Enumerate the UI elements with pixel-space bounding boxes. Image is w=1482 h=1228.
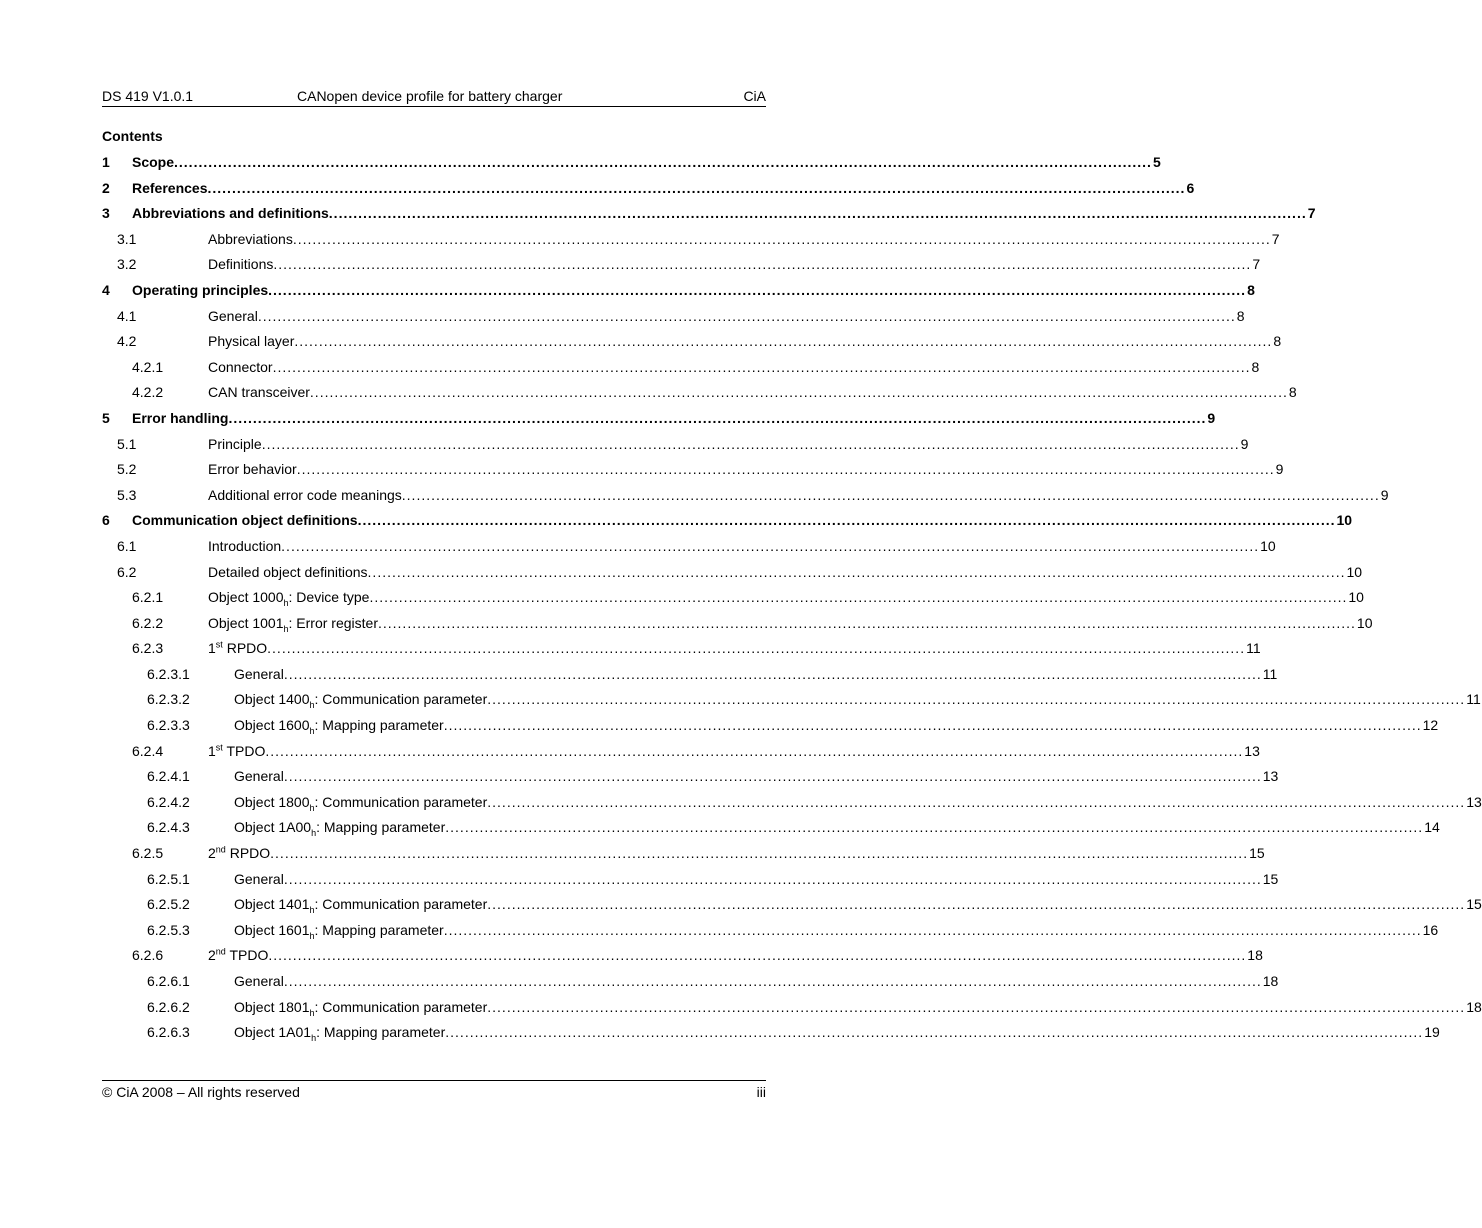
toc-entry-title <box>234 687 487 713</box>
dot-leader: ........................................................................................................................................................................................................ <box>283 768 1262 785</box>
toc-entry-number: 5.1 <box>117 435 137 452</box>
dot-leader: ........................................................................................................................................................................................................ <box>443 717 1422 734</box>
toc-entry-page: 7 <box>1307 205 1316 222</box>
toc-entry[interactable] <box>102 432 1249 458</box>
dot-leader: ........................................................................................................................................................................................................ <box>401 486 1380 503</box>
toc-entry-title-main: Object 1800 <box>234 793 310 810</box>
toc-entry[interactable] <box>102 355 1260 381</box>
dot-leader: ........................................................................................................................................................................................................ <box>294 333 1273 350</box>
dot-leader: ........................................................................................................................................................................................................ <box>228 409 1207 426</box>
toc-entry-number: 6.2 <box>117 563 137 580</box>
toc-entry-title-main: Object 1401 <box>234 896 310 913</box>
toc-entry-title-main: Object 1601 <box>234 921 310 938</box>
toc-entry-title <box>208 943 268 969</box>
toc-entry[interactable] <box>102 329 1282 355</box>
hex-subscript: h <box>311 828 317 839</box>
copyright-notice: © CiA 2008 – All rights reserved <box>102 1084 300 1100</box>
toc-entry-title-main: Object 1001 <box>208 614 284 631</box>
toc-entry-title: Physical layer <box>208 333 295 350</box>
dot-leader: ........................................................................................................................................................................................................ <box>272 358 1251 375</box>
toc-entry-page: 13 <box>1262 768 1279 785</box>
toc-entry-number: 6.2.5.1 <box>147 870 190 887</box>
toc-entry-number: 6.2.4.3 <box>147 819 190 836</box>
toc-entry[interactable] <box>102 560 1363 586</box>
toc-entry[interactable] <box>102 380 1297 406</box>
toc-entry-number: 4.2.2 <box>132 384 164 401</box>
dot-leader: ........................................................................................................................................................................................................ <box>445 1024 1424 1041</box>
toc-entry-line <box>234 969 1279 995</box>
toc-entry-page: 18 <box>1262 973 1279 989</box>
toc-entry-line <box>234 687 1481 713</box>
toc-entry-title-main: Object 1400 <box>234 691 310 708</box>
toc-entry-title-main: 2 <box>208 947 216 964</box>
toc-entry-line <box>208 943 1263 969</box>
toc-entry-number: 4.1 <box>117 307 137 324</box>
dot-leader: ........................................................................................................................................................................................................ <box>283 665 1262 682</box>
toc-entry-page: 7 <box>1271 230 1280 247</box>
page-header <box>102 86 766 107</box>
toc-entry-title <box>234 892 487 918</box>
dot-leader: ........................................................................................................................................................................................................ <box>292 230 1271 247</box>
toc-entry-page: 9 <box>1207 409 1216 426</box>
toc-entry[interactable] <box>102 611 1373 637</box>
toc-entry[interactable] <box>102 969 1279 995</box>
toc-entry-title-rest: : Mapping parameter <box>314 717 444 734</box>
dot-leader: ........................................................................................................................................................................................................ <box>296 461 1275 478</box>
toc-entry[interactable] <box>102 252 1261 278</box>
toc-entry[interactable] <box>102 687 1481 713</box>
toc-entry[interactable] <box>102 457 1284 483</box>
dot-leader: ........................................................................................................................................................................................................ <box>369 589 1348 606</box>
toc-entry[interactable] <box>102 764 1279 790</box>
toc-entry-number: 5 <box>102 409 110 426</box>
toc-entry-title-rest: RPDO <box>225 845 271 862</box>
toc-entry-line <box>208 560 1363 586</box>
toc-entry-title-main: Object 1801 <box>234 998 310 1015</box>
toc-entry-line <box>234 1020 1440 1046</box>
page-footer <box>102 1080 766 1101</box>
toc-entry-number: 4.2 <box>117 333 137 350</box>
toc-entry-title: Operating principles <box>132 281 269 298</box>
toc-entry-number: 6.2.6.3 <box>147 1024 190 1041</box>
dot-leader: ........................................................................................................................................................................................................ <box>377 614 1356 631</box>
dot-leader: ........................................................................................................................................................................................................ <box>268 281 1247 298</box>
toc-entry-page: 18 <box>1247 947 1263 964</box>
toc-entry-line <box>208 432 1249 458</box>
toc-entry-title: General <box>208 307 258 324</box>
toc-entry-page: 10 <box>1348 589 1364 606</box>
toc-entry-number: 6.2.3.1 <box>147 665 190 682</box>
toc-entry[interactable] <box>102 483 1389 509</box>
toc-entry-title <box>234 713 444 739</box>
dot-leader: ........................................................................................................................................................................................................ <box>309 384 1288 401</box>
toc-entry-page: 10 <box>1336 512 1353 529</box>
dot-leader: ........................................................................................................................................................................................................ <box>265 742 1244 759</box>
toc-entry-page: 18 <box>1466 998 1482 1015</box>
dot-leader: ........................................................................................................................................................................................................ <box>487 998 1466 1015</box>
toc-entry-line <box>234 815 1440 841</box>
toc-entry-title: Definitions <box>208 256 274 273</box>
toc-entry-page: 9 <box>1380 486 1389 503</box>
toc-entry-number: 6.2.2 <box>132 614 164 631</box>
toc-entry-line <box>208 304 1245 330</box>
toc-entry-title-main: 1 <box>208 640 216 657</box>
toc-entry-title: Abbreviations and definitions <box>132 205 329 222</box>
toc-entry[interactable] <box>102 304 1245 330</box>
hex-subscript: h <box>309 725 315 736</box>
dot-leader: ........................................................................................................................................................................................................ <box>367 563 1346 580</box>
toc-entry-title-rest: : Error register <box>288 614 378 631</box>
dot-leader: ........................................................................................................................................................................................................ <box>357 512 1336 529</box>
toc-entry-title-rest: : Device type <box>288 589 370 606</box>
toc-entry-line <box>208 841 1265 867</box>
toc-entry-title: Communication object definitions <box>132 512 358 529</box>
toc-entry-title-main: Object 1A01 <box>234 1024 312 1041</box>
toc-entry-line <box>208 329 1282 355</box>
page-number: iii <box>756 1084 766 1100</box>
toc-entry-page: 16 <box>1422 921 1439 938</box>
toc-entry-line <box>208 252 1261 278</box>
toc-entry[interactable] <box>102 892 1482 918</box>
toc-entry-number: 6.2.1 <box>132 589 164 606</box>
toc-entry-page: 7 <box>1252 256 1261 273</box>
dot-leader: ........................................................................................................................................................................................................ <box>174 154 1152 170</box>
toc-entry-title: Additional error code meanings <box>208 486 402 503</box>
dot-leader: ........................................................................................................................................................................................................ <box>270 845 1249 862</box>
toc-entry-number: 4.2.1 <box>132 358 164 375</box>
toc-entry-title: References <box>132 179 208 196</box>
doc-title: CANopen device profile for battery charger <box>297 88 563 104</box>
dot-leader: ........................................................................................................................................................................................................ <box>261 435 1240 452</box>
toc-entry-line <box>132 176 1195 202</box>
hex-subscript: h <box>309 1007 315 1018</box>
toc-entry-line <box>208 483 1389 509</box>
toc-entry-line <box>208 227 1280 253</box>
toc-entry-title <box>208 636 267 662</box>
toc-entry-line <box>208 636 1261 662</box>
org-name: CiA <box>743 88 766 104</box>
toc-entry[interactable] <box>102 406 1216 432</box>
dot-leader: ........................................................................................................................................................................................................ <box>283 973 1262 989</box>
toc-entry-title <box>234 918 444 944</box>
hex-subscript: h <box>283 597 289 608</box>
toc-entry[interactable] <box>102 636 1261 662</box>
toc-entry-title-rest: : Mapping parameter <box>316 819 446 836</box>
toc-entry-page: 8 <box>1251 358 1260 375</box>
toc-entry-line <box>208 611 1373 637</box>
toc-entry-page: 11 <box>1262 665 1278 682</box>
toc-entry-title-rest: : Communication parameter <box>314 896 488 913</box>
table-of-contents <box>102 150 1482 1046</box>
hex-subscript: h <box>309 802 315 813</box>
ordinal-superscript: st <box>215 742 223 752</box>
toc-entry-number: 6.2.4.1 <box>147 768 190 785</box>
toc-entry[interactable] <box>102 176 1195 202</box>
dot-leader: ........................................................................................................................................................................................................ <box>273 256 1252 273</box>
toc-entry[interactable] <box>102 1020 1440 1046</box>
contents-heading: Contents <box>102 128 163 144</box>
toc-entry-page: 10 <box>1346 563 1363 580</box>
hex-subscript: h <box>283 623 289 634</box>
toc-entry-title-main: Object 1600 <box>234 717 310 734</box>
hex-subscript: h <box>309 930 315 941</box>
toc-entry-title-rest: TPDO <box>222 742 266 759</box>
toc-entry-number: 1 <box>102 154 110 170</box>
toc-entry-title-rest: : Communication parameter <box>314 691 488 708</box>
toc-entry-title: CAN transceiver <box>208 384 310 401</box>
dot-leader: ........................................................................................................................................................................................................ <box>487 691 1466 708</box>
toc-entry-line <box>208 534 1276 560</box>
toc-entry-line <box>234 892 1482 918</box>
toc-entry-title <box>234 815 445 841</box>
toc-entry-title <box>234 790 487 816</box>
toc-entry-title <box>208 739 265 765</box>
toc-entry[interactable] <box>102 201 1316 227</box>
toc-entry-number: 6.1 <box>117 537 137 554</box>
toc-entry-page: 8 <box>1247 281 1255 298</box>
toc-entry-title: Scope <box>132 154 175 170</box>
toc-entry-title: General <box>234 973 284 989</box>
toc-entry-title-main: 1 <box>208 742 216 759</box>
toc-entry-title: Detailed object definitions <box>208 563 368 580</box>
toc-entry-line <box>208 739 1260 765</box>
toc-entry-line <box>132 278 1255 304</box>
dot-leader: ........................................................................................................................................................................................................ <box>328 205 1307 222</box>
toc-entry-title-rest: : Mapping parameter <box>314 921 444 938</box>
toc-entry[interactable] <box>102 918 1439 944</box>
toc-entry-number: 4 <box>102 281 110 298</box>
toc-entry-number: 6.2.3.2 <box>147 691 190 708</box>
toc-entry[interactable] <box>102 815 1440 841</box>
toc-entry-number: 6.2.5.2 <box>147 896 190 913</box>
toc-entry-number: 6.2.3.3 <box>147 717 190 734</box>
toc-entry-line <box>234 764 1279 790</box>
toc-entry-line <box>132 150 1161 176</box>
dot-leader: ........................................................................................................................................................................................................ <box>443 921 1422 938</box>
hex-subscript: h <box>309 905 315 916</box>
toc-entry-title <box>208 611 378 637</box>
dot-leader: ........................................................................................................................................................................................................ <box>268 947 1247 964</box>
toc-entry-page: 8 <box>1273 333 1282 350</box>
toc-entry-line <box>208 355 1260 381</box>
toc-entry-number: 6.2.6.1 <box>147 973 190 989</box>
toc-entry[interactable] <box>102 534 1276 560</box>
toc-entry-page: 11 <box>1466 691 1481 708</box>
toc-entry-line <box>234 918 1439 944</box>
toc-entry-line <box>132 201 1316 227</box>
toc-entry-title-rest: : Communication parameter <box>314 998 488 1015</box>
toc-entry[interactable] <box>102 585 1364 611</box>
dot-leader: ........................................................................................................................................................................................................ <box>281 537 1260 554</box>
toc-entry[interactable] <box>102 227 1280 253</box>
toc-entry-line <box>208 380 1297 406</box>
toc-entry-title: Principle <box>208 435 262 452</box>
toc-entry-number: 3.2 <box>117 256 137 273</box>
ordinal-superscript: nd <box>215 946 226 957</box>
toc-entry-title <box>234 1020 445 1046</box>
toc-entry-number: 5.3 <box>117 486 137 503</box>
toc-entry-page: 13 <box>1244 742 1260 759</box>
toc-entry[interactable] <box>102 508 1353 534</box>
toc-entry-page: 19 <box>1424 1024 1440 1041</box>
ordinal-superscript: st <box>215 639 223 650</box>
toc-entry[interactable] <box>102 278 1255 304</box>
toc-entry[interactable] <box>102 790 1482 816</box>
toc-entry-page: 15 <box>1262 870 1279 887</box>
toc-entry-title: Introduction <box>208 537 282 554</box>
toc-entry-page: 9 <box>1275 461 1284 478</box>
toc-entry-number: 6 <box>102 512 110 529</box>
toc-entry-title: General <box>234 665 284 682</box>
toc-entry-page: 15 <box>1249 845 1265 862</box>
toc-entry[interactable] <box>102 995 1482 1021</box>
toc-entry-page: 8 <box>1236 307 1245 324</box>
toc-entry-line <box>132 406 1216 432</box>
toc-entry-number: 6.2.4 <box>132 742 164 759</box>
toc-entry-number: 5.2 <box>117 461 137 478</box>
toc-entry-number: 2 <box>102 179 110 196</box>
toc-entry-line <box>234 713 1439 739</box>
toc-entry-number: 6.2.5.3 <box>147 921 190 938</box>
toc-entry[interactable] <box>102 841 1265 867</box>
toc-entry-page: 6 <box>1186 179 1195 196</box>
toc-entry-page: 10 <box>1260 537 1276 554</box>
toc-entry-title: Abbreviations <box>208 230 293 247</box>
toc-entry-page: 14 <box>1424 819 1440 836</box>
toc-entry-page: 5 <box>1152 154 1161 170</box>
toc-entry-number: 6.2.5 <box>132 845 164 862</box>
toc-entry[interactable] <box>102 739 1260 765</box>
toc-entry-title-rest: : Mapping parameter <box>316 1024 446 1041</box>
toc-entry-title-rest: TPDO <box>225 947 269 964</box>
toc-entry[interactable] <box>102 713 1439 739</box>
toc-entry-title <box>234 995 487 1021</box>
ordinal-superscript: nd <box>215 844 226 855</box>
dot-leader: ........................................................................................................................................................................................................ <box>283 870 1262 887</box>
toc-entry-title <box>208 585 369 611</box>
toc-entry[interactable] <box>102 943 1263 969</box>
toc-entry-page: 12 <box>1422 717 1439 734</box>
doc-id: DS 419 V1.0.1 <box>102 88 194 104</box>
toc-entry-page: 10 <box>1356 614 1373 631</box>
toc-entry-page: 9 <box>1240 435 1249 452</box>
toc-entry[interactable] <box>102 150 1161 176</box>
dot-leader: ........................................................................................................................................................................................................ <box>207 179 1186 196</box>
toc-entry-title-main: Object 1000 <box>208 589 284 606</box>
toc-entry-number: 3.1 <box>117 230 137 247</box>
toc-entry-title: Connector <box>208 358 273 375</box>
hex-subscript: h <box>309 700 315 711</box>
toc-entry-line <box>132 508 1353 534</box>
toc-entry-title: General <box>234 870 284 887</box>
toc-entry-line <box>208 585 1364 611</box>
dot-leader: ........................................................................................................................................................................................................ <box>267 640 1246 657</box>
toc-entry-title-main: 2 <box>208 845 216 862</box>
toc-entry-line <box>234 995 1482 1021</box>
dot-leader: ........................................................................................................................................................................................................ <box>487 896 1466 913</box>
toc-entry-title-rest: : Communication parameter <box>314 793 488 810</box>
toc-entry-title-rest: RPDO <box>222 640 268 657</box>
toc-entry-title-main: Object 1A00 <box>234 819 312 836</box>
toc-entry-line <box>208 457 1284 483</box>
toc-entry[interactable] <box>102 662 1278 688</box>
toc-entry-number: 3 <box>102 205 110 222</box>
dot-leader: ........................................................................................................................................................................................................ <box>487 793 1466 810</box>
hex-subscript: h <box>311 1032 317 1043</box>
toc-entry-line <box>234 662 1278 688</box>
toc-entry-page: 15 <box>1466 896 1482 913</box>
toc-entry-title: Error handling <box>132 409 229 426</box>
toc-entry-number: 6.2.6 <box>132 947 164 964</box>
toc-entry-title: General <box>234 768 284 785</box>
dot-leader: ........................................................................................................................................................................................................ <box>257 307 1236 324</box>
toc-entry-page: 11 <box>1246 640 1261 657</box>
toc-entry-title <box>208 841 270 867</box>
toc-entry-page: 13 <box>1466 793 1482 810</box>
toc-entry[interactable] <box>102 867 1279 893</box>
toc-entry-line <box>234 790 1482 816</box>
toc-entry-number: 6.2.3 <box>132 640 164 657</box>
toc-entry-page: 8 <box>1288 384 1297 401</box>
toc-entry-number: 6.2.4.2 <box>147 793 190 810</box>
toc-entry-title: Error behavior <box>208 461 297 478</box>
toc-entry-number: 6.2.6.2 <box>147 998 190 1015</box>
toc-entry-line <box>234 867 1279 893</box>
dot-leader: ........................................................................................................................................................................................................ <box>445 819 1424 836</box>
